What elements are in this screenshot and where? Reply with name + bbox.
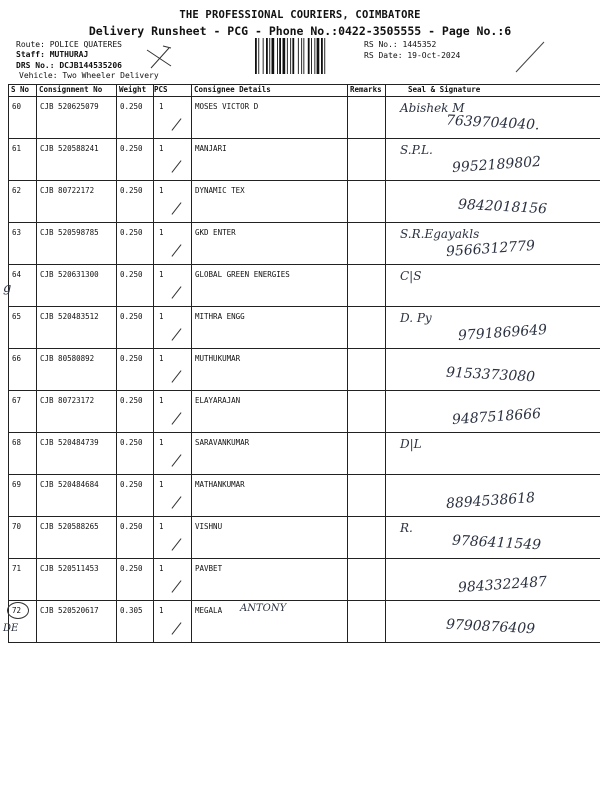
signature-name: C|S — [400, 269, 422, 283]
checkmark-icon — [171, 412, 181, 424]
checkmark-icon — [171, 454, 181, 466]
remarks-cell — [348, 517, 386, 559]
pcs-value: 1 — [159, 228, 164, 237]
vehicle-line — [19, 71, 159, 80]
table-row — [9, 265, 600, 307]
checkmark-icon — [171, 244, 181, 256]
checkmark-icon — [171, 538, 181, 550]
checkmark-icon — [171, 160, 181, 172]
signature-phone: 9843322487 — [457, 573, 548, 597]
pcs-cell — [154, 601, 192, 643]
sno-value: 71 — [12, 564, 22, 573]
weight-cell — [117, 139, 154, 181]
drs-label: DRS No.: — [16, 61, 55, 70]
sno-cell — [9, 181, 37, 223]
sno-cell — [9, 391, 37, 433]
remarks-cell — [348, 391, 386, 433]
sno-cell — [9, 349, 37, 391]
consignment-cell — [37, 223, 117, 265]
rs-date-label: RS Date: — [364, 51, 403, 60]
signature-cell — [386, 139, 600, 181]
weight-value: 0.250 — [120, 312, 143, 321]
sno-value: 61 — [12, 144, 22, 153]
checkmark-icon — [171, 118, 181, 130]
route-label: Route: — [16, 40, 45, 49]
remarks-cell — [348, 181, 386, 223]
weight-cell — [117, 97, 154, 139]
table-row — [9, 475, 600, 517]
pcs-value: 1 — [159, 522, 164, 531]
consignee-cell — [192, 265, 348, 307]
signature-cell — [386, 475, 600, 517]
signature-name: Abishek M — [400, 101, 465, 115]
rs-date-value: 19-Oct-2024 — [407, 51, 461, 60]
table-row — [9, 601, 600, 643]
col-sno: S No — [9, 85, 37, 97]
signature-cell — [386, 349, 600, 391]
table-row — [9, 391, 600, 433]
consignee-value: SARAVANKUMAR — [195, 438, 250, 447]
consignee-cell — [192, 391, 348, 433]
sno-value: 64 — [12, 270, 22, 279]
consignment-cell — [37, 391, 117, 433]
sno-value: 72 — [12, 606, 22, 615]
consignee-value: PAVBET — [195, 564, 223, 573]
signature-phone: 9786411549 — [451, 532, 542, 554]
remarks-cell — [348, 475, 386, 517]
weight-value: 0.250 — [120, 480, 143, 489]
consignment-cell — [37, 559, 117, 601]
side-handwritten-note: g — [3, 281, 12, 296]
pcs-cell — [154, 307, 192, 349]
table-row — [9, 181, 600, 223]
weight-cell — [117, 349, 154, 391]
consignee-value: MANJARI — [195, 144, 227, 153]
sno-cell — [3, 601, 37, 643]
sno-cell — [9, 139, 37, 181]
consignee-value: MEGALA — [195, 606, 223, 615]
weight-cell — [117, 265, 154, 307]
pcs-cell — [154, 391, 192, 433]
table-row — [9, 433, 600, 475]
consignment-cell — [37, 139, 117, 181]
consignee-cell — [192, 223, 348, 265]
consignment-value: CJB 520588265 — [40, 522, 99, 531]
consignee-value: DYNAMIC TEX — [195, 186, 245, 195]
signature-phone: 9153373080 — [445, 364, 536, 386]
consignment-value: CJB 520588241 — [40, 144, 99, 153]
consignment-cell — [37, 601, 117, 643]
consignment-value: CJB 520631300 — [40, 270, 99, 279]
consignee-value: MITHRA ENGG — [195, 312, 245, 321]
sno-cell — [9, 559, 37, 601]
sno-cell — [9, 433, 37, 475]
consignment-cell — [37, 475, 117, 517]
sno-value: 65 — [12, 312, 22, 321]
weight-cell — [117, 475, 154, 517]
consignee-handwritten-note: ANTONY — [240, 603, 287, 614]
consignment-value: CJB 80580892 — [40, 354, 95, 363]
sno-value: 66 — [12, 354, 22, 363]
pcs-cell — [154, 181, 192, 223]
pcs-cell — [154, 223, 192, 265]
weight-value: 0.250 — [120, 354, 143, 363]
pcs-value: 1 — [159, 186, 164, 195]
signature-phone: 9566312779 — [445, 237, 536, 261]
sno-cell — [9, 97, 37, 139]
consignment-value: CJB 520625079 — [40, 102, 99, 111]
sno-value: 63 — [12, 228, 22, 237]
rs-no-line — [364, 40, 436, 49]
pcs-value: 1 — [159, 564, 164, 573]
weight-cell — [117, 307, 154, 349]
weight-cell — [117, 433, 154, 475]
drs-value: DCJB144535206 — [59, 61, 122, 70]
consignee-cell — [192, 433, 348, 475]
consignment-cell — [37, 349, 117, 391]
remarks-cell — [348, 97, 386, 139]
consignee-value: MOSES VICTOR D — [195, 102, 259, 111]
consignee-cell — [192, 517, 348, 559]
pcs-value: 1 — [159, 396, 164, 405]
consignment-value: CJB 520511453 — [40, 564, 99, 573]
route-line — [16, 40, 122, 49]
pcs-cell — [154, 265, 192, 307]
col-remarks: Remarks — [348, 85, 386, 97]
pcs-value: 1 — [159, 606, 164, 615]
pcs-cell — [154, 433, 192, 475]
signature-cell — [386, 307, 600, 349]
side-handwritten-note: DE — [3, 623, 19, 634]
sno-cell — [3, 265, 37, 307]
signature-cell — [386, 559, 600, 601]
consignee-value: GKD ENTER — [195, 228, 236, 237]
checkmark-icon — [171, 202, 181, 214]
table-row — [9, 517, 600, 559]
remarks-cell — [348, 601, 386, 643]
col-signature: Seal & Signature — [386, 85, 600, 97]
pcs-value: 1 — [159, 102, 164, 111]
consignment-value: CJB 520484739 — [40, 438, 99, 447]
col-weight: Weight — [117, 85, 154, 97]
weight-value: 0.250 — [120, 522, 143, 531]
sno-cell — [9, 475, 37, 517]
signature-name: D. Py — [400, 311, 432, 325]
consignee-cell — [192, 97, 348, 139]
weight-value: 0.250 — [120, 186, 143, 195]
pcs-cell — [154, 139, 192, 181]
remarks-cell — [348, 265, 386, 307]
vehicle-value: Two Wheeler Delivery — [62, 71, 159, 80]
pcs-value: 1 — [159, 480, 164, 489]
sno-value: 68 — [12, 438, 22, 447]
weight-value: 0.250 — [120, 270, 143, 279]
signature-phone: 8894538618 — [445, 489, 536, 513]
weight-cell — [117, 223, 154, 265]
weight-cell — [117, 391, 154, 433]
checkmark-icon — [171, 496, 181, 508]
staff-line — [16, 50, 88, 59]
signature-cell — [386, 223, 600, 265]
table-row — [9, 97, 600, 139]
table-row — [9, 307, 600, 349]
consignment-value: CJB 520520617 — [40, 606, 99, 615]
weight-cell — [117, 181, 154, 223]
sno-value: 67 — [12, 396, 22, 405]
table-row — [9, 223, 600, 265]
consignee-value: MATHANKUMAR — [195, 480, 245, 489]
consignee-cell — [192, 559, 348, 601]
consignment-cell — [37, 517, 117, 559]
signature-phone: 9487518666 — [451, 405, 542, 429]
table-row — [9, 349, 600, 391]
signature-phone: 9952189802 — [451, 153, 542, 177]
consignment-value: CJB 80722172 — [40, 186, 95, 195]
signature-name: R. — [400, 521, 413, 535]
consignee-value: ELAYARAJAN — [195, 396, 241, 405]
consignee-cell — [192, 139, 348, 181]
signature-cell — [386, 433, 600, 475]
col-consignee: Consignee Details — [192, 85, 348, 97]
consignee-cell — [192, 181, 348, 223]
table-row — [9, 139, 600, 181]
remarks-cell — [348, 559, 386, 601]
consignee-cell — [192, 307, 348, 349]
remarks-cell — [348, 139, 386, 181]
col-pcs: PCS — [154, 85, 192, 97]
rs-no-label: RS No.: — [364, 40, 398, 49]
consignment-cell — [37, 433, 117, 475]
sno-value: 69 — [12, 480, 22, 489]
vehicle-label: Vehicle: — [19, 71, 58, 80]
signature-cell — [386, 265, 600, 307]
weight-cell — [117, 517, 154, 559]
pcs-value: 1 — [159, 312, 164, 321]
signature-phone: 9791869649 — [457, 321, 548, 345]
sno-value: 70 — [12, 522, 22, 531]
signature-phone: 9790876409 — [445, 616, 536, 638]
checkmark-icon — [171, 622, 181, 634]
signature-name: D|L — [400, 437, 422, 451]
sno-cell — [9, 223, 37, 265]
consignee-cell — [192, 475, 348, 517]
weight-value: 0.250 — [120, 564, 143, 573]
weight-value: 0.250 — [120, 438, 143, 447]
pcs-cell — [154, 559, 192, 601]
pcs-cell — [154, 97, 192, 139]
handwritten-slash-mark — [510, 38, 550, 78]
consignee-value: VISHNU — [195, 522, 223, 531]
handwritten-x-mark — [143, 44, 179, 70]
signature-cell — [386, 601, 600, 643]
rs-no-value: 1445352 — [402, 40, 437, 49]
checkmark-icon — [171, 286, 181, 298]
remarks-cell — [348, 349, 386, 391]
pcs-value: 1 — [159, 270, 164, 279]
consignment-cell — [37, 307, 117, 349]
consignee-value: GLOBAL GREEN ENERGIES — [195, 270, 290, 279]
sno-value: 60 — [12, 102, 22, 111]
pcs-cell — [154, 475, 192, 517]
pcs-cell — [154, 517, 192, 559]
table-row — [9, 559, 600, 601]
signature-cell — [386, 517, 600, 559]
weight-cell — [117, 601, 154, 643]
signature-cell — [386, 97, 600, 139]
pcs-value: 1 — [159, 354, 164, 363]
signature-cell — [386, 391, 600, 433]
signature-name: S.P.L. — [400, 143, 433, 157]
col-consignment: Consignment No — [37, 85, 117, 97]
checkmark-icon — [171, 370, 181, 382]
weight-value: 0.250 — [120, 102, 143, 111]
consignment-value: CJB 520483512 — [40, 312, 99, 321]
table-header-row — [9, 85, 600, 97]
company-name: THE PROFESSIONAL COURIERS, COIMBATORE — [179, 9, 421, 21]
signature-phone: 9842018156 — [457, 196, 548, 218]
weight-cell — [117, 559, 154, 601]
pcs-cell — [154, 349, 192, 391]
sno-value: 62 — [12, 186, 22, 195]
signature-name: S.R.Egayakls — [400, 227, 480, 241]
sno-cell — [9, 517, 37, 559]
consignment-value: CJB 520484684 — [40, 480, 99, 489]
signature-cell — [386, 181, 600, 223]
sno-cell — [9, 307, 37, 349]
checkmark-icon — [171, 580, 181, 592]
barcode — [255, 38, 355, 74]
rs-date-line — [364, 51, 460, 60]
consignment-cell — [37, 181, 117, 223]
remarks-cell — [348, 223, 386, 265]
consignment-value: CJB 520598785 — [40, 228, 99, 237]
weight-value: 0.250 — [120, 396, 143, 405]
consignee-value: MUTHUKUMAR — [195, 354, 241, 363]
staff-value: MUTHURAJ — [49, 50, 89, 59]
consignee-cell — [192, 601, 348, 643]
staff-label: Staff: — [16, 50, 45, 59]
circle-mark — [7, 602, 29, 619]
runsheet-title: Delivery Runsheet - PCG - Phone No.:0422-3505555 - Page No.:6 — [88, 24, 512, 38]
remarks-cell — [348, 433, 386, 475]
consignment-cell — [37, 97, 117, 139]
runsheet-table — [3, 84, 600, 643]
weight-value: 0.250 — [120, 144, 143, 153]
pcs-value: 1 — [159, 438, 164, 447]
pcs-value: 1 — [159, 144, 164, 153]
signature-phone: 7639704040. — [445, 112, 540, 134]
remarks-cell — [348, 307, 386, 349]
consignment-value: CJB 80723172 — [40, 396, 95, 405]
weight-value: 0.250 — [120, 228, 143, 237]
consignee-cell — [192, 349, 348, 391]
drs-line — [16, 61, 122, 70]
weight-value: 0.305 — [120, 606, 143, 615]
consignment-cell — [37, 265, 117, 307]
route-value: POLICE QUATERES — [49, 40, 122, 49]
checkmark-icon — [171, 328, 181, 340]
